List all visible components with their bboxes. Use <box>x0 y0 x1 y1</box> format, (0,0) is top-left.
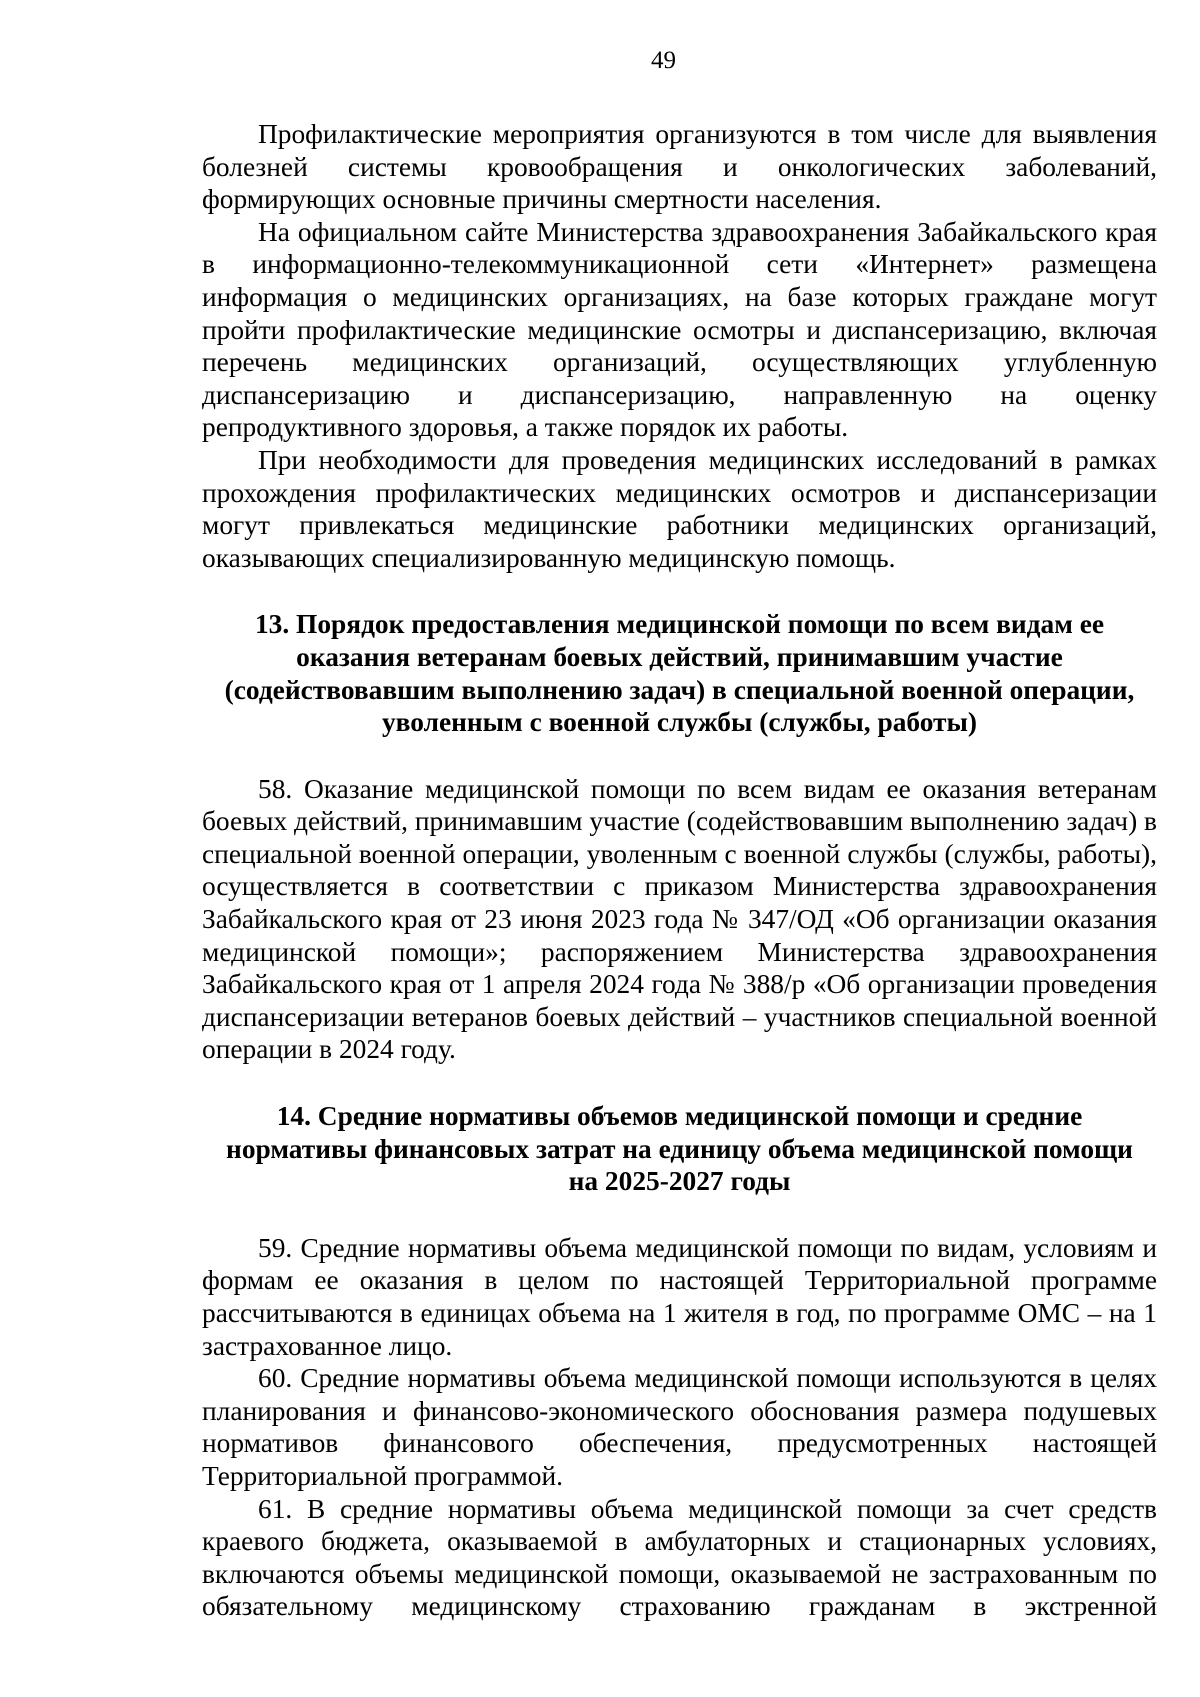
section-13-heading-line-4: уволенным с военной службы (службы, работы) <box>381 707 978 738</box>
intro-paragraph-2: На официальном сайте Министерства здравоохранения Забайкальского края в информационно-телекоммуникационной сети «Интернет» размещена информация о медицинских организациях, на базе которых граждане могут пройти профилактические медицинские осмотры и диспансеризацию, включая перечень медицинских организаций, осуществляющих углубленную диспансеризацию и диспансеризацию, направленную на оценку репродуктивного здоровья, а также порядок их работы. <box>202 216 1157 443</box>
paragraph-61: 61. В средние нормативы объема медицинской помощи за счет средств краевого бюджета, оказываемой в амбулаторных и стационарных условиях, включаются объемы медицинской помощи, оказываемой не застрахованным по обязательному медицинскому страхованию гражданам в экстренной <box>202 1493 1157 1622</box>
section-14-heading-line-2: нормативы финансовых затрат на единицу объема медицинской помощи <box>226 1133 1133 1164</box>
section-13-heading-line-3: (содействовавшим выполнению задач) в специальной военной операции, <box>224 674 1135 705</box>
section-13-heading <box>202 608 1157 738</box>
section-14-heading-line-3: на 2025-2027 годы <box>568 1166 791 1197</box>
section-14-heading-line-1: 14. Средние нормативы объемов медицинской помощи и средние <box>276 1101 1083 1132</box>
paragraph-58: 58. Оказание медицинской помощи по всем видам ее оказания ветеранам боевых действий, принимавшим участие (содействовавшим выполнению задач) в специальной военной операции, уволенным с военной службы (службы, работы), осуществляется в соответствии с приказом Министерства здравоохранения Забайкальского края от 23 июня 2023 года № 347/ОД «Об организации оказания медицинской помощи»; распоряжением Министерства здравоохранения Забайкальского края от 1 апреля 2024 года № 388/р «Об организации проведения диспансеризации ветеранов боевых действий – участников специальной военной операции в 2024 году. <box>202 773 1157 1065</box>
intro-paragraph-1: Профилактические мероприятия организуются в том числе для выявления болезней системы кровообращения и онкологических заболеваний, формирующих основные причины смертности населения. <box>202 119 1157 215</box>
section-13-heading-line-2: оказания ветеранам боевых действий, принимавшим участие <box>296 641 1063 672</box>
section-14-heading <box>202 1100 1157 1198</box>
paragraph-60: 60. Средние нормативы объема медицинской помощи используются в целях планирования и финансово-экономического обоснования размера подушевых нормативов финансового обеспечения, предусмотренных настоящей Территориальной программой. <box>202 1363 1157 1491</box>
section-13-heading-line-1: 13. Порядок предоставления медицинской помощи по всем видам ее <box>254 609 1105 640</box>
document-body <box>202 118 1157 1623</box>
intro-paragraph-3: При необходимости для проведения медицинских исследований в рамках прохождения профилактических медицинских осмотров и диспансеризации могут привлекаться медицинские работники медицинских организаций, оказывающих специализированную медицинскую помощь. <box>202 444 1157 573</box>
page-number: 49 <box>651 47 676 74</box>
paragraph-59: 59. Средние нормативы объема медицинской помощи по видам, условиям и формам ее оказания в целом по настоящей Территориальной программе рассчитываются в единицах объема на 1 жителя в год, по программе ОМС – на 1 застрахованное лицо. <box>202 1232 1157 1361</box>
